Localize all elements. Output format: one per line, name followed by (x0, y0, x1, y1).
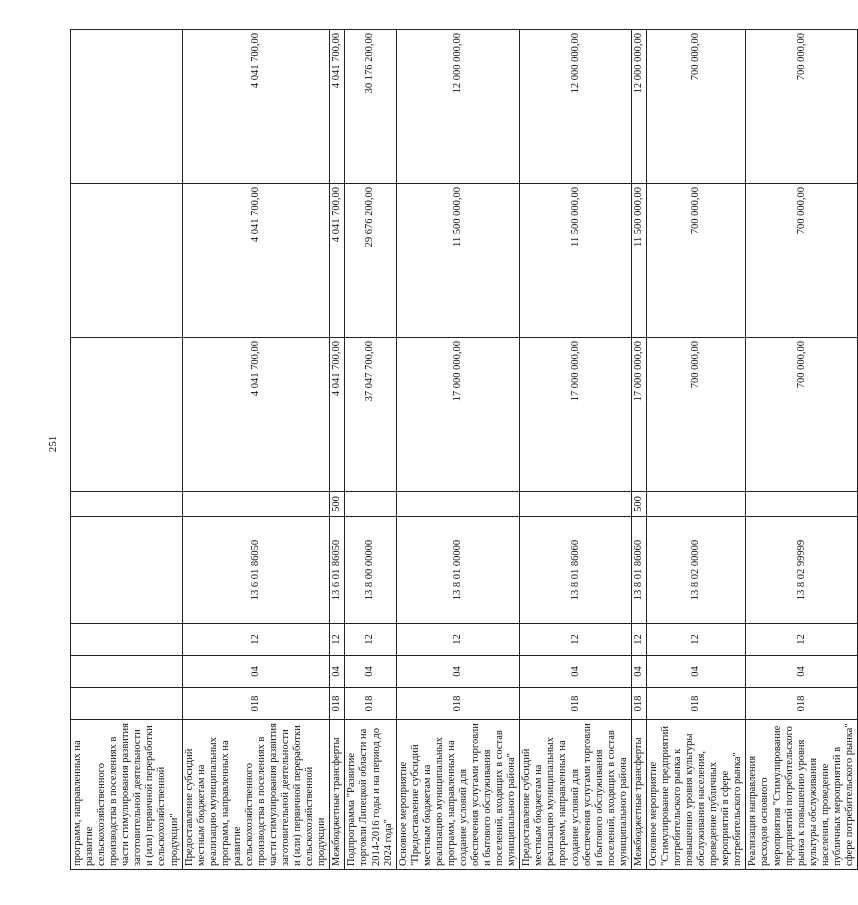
cell-value-2: 4 041 700,00 (330, 184, 345, 338)
cell-value-3: 12 000 000,00 (520, 30, 632, 184)
row-name: Реализация направления расходов основного мероприятия "Стимулирование предприятий потребительского рынка к повышению уровня культуры обслуживания населения, проведение публичных мероприятий в сфере потребительского рынка" (746, 720, 858, 870)
cell-ved (71, 688, 183, 720)
cell-ved: 018 (520, 688, 632, 720)
cell-ved: 018 (396, 688, 520, 720)
cell-csr: 13 6 01 86050 (330, 517, 345, 624)
cell-csr: 13 8 02 00000 (646, 517, 746, 624)
cell-rz: 04 (746, 656, 858, 688)
table-row (520, 30, 632, 870)
cell-ved: 018 (631, 688, 646, 720)
cell-rz: 04 (520, 656, 632, 688)
table-row (396, 30, 520, 870)
cell-rz: 04 (345, 656, 396, 688)
cell-vr: 500 (330, 492, 345, 517)
budget-table (70, 29, 858, 870)
cell-csr: 13 8 01 00000 (396, 517, 520, 624)
row-name: Предоставление субсидий местным бюджетам на реализацию муниципальных программ, направленных на развитие сельскохозяйственного производства в поселениях в части стимулирования развития заготовительной деятельности и (или) первичной переработки сельскохозяйственной продукции (182, 720, 330, 870)
cell-ved: 018 (345, 688, 396, 720)
cell-value-3: 4 041 700,00 (182, 30, 330, 184)
cell-vr (646, 492, 746, 517)
cell-rz: 04 (396, 656, 520, 688)
cell-pr: 12 (345, 624, 396, 656)
cell-value-3: 12 000 000,00 (631, 30, 646, 184)
cell-vr (520, 492, 632, 517)
cell-pr: 12 (631, 624, 646, 656)
cell-csr: 13 8 00 00000 (345, 517, 396, 624)
table-row (345, 30, 396, 870)
cell-value-3 (71, 30, 183, 184)
cell-ved: 018 (182, 688, 330, 720)
table-row (746, 30, 858, 870)
table-row (330, 30, 345, 870)
cell-ved: 018 (746, 688, 858, 720)
cell-rz: 04 (631, 656, 646, 688)
cell-value-2: 4 041 700,00 (182, 184, 330, 338)
table-row (646, 30, 746, 870)
row-name: Основное мероприятие "Стимулирование предприятий потребительского рынка к повышению уровня культуры обслуживания населения, проведение публичных мероприятий в сфере потребительского рынка" (646, 720, 746, 870)
cell-csr (71, 517, 183, 624)
table-row (71, 30, 183, 870)
cell-csr: 13 6 01 86050 (182, 517, 330, 624)
table-row (631, 30, 646, 870)
cell-value-2: 11 500 000,00 (631, 184, 646, 338)
cell-value-3: 700 000,00 (746, 30, 858, 184)
cell-pr: 12 (746, 624, 858, 656)
row-name: Межбюджетные трансферты (631, 720, 646, 870)
cell-value-1: 4 041 700,00 (330, 338, 345, 492)
cell-value-1: 17 000 000,00 (520, 338, 632, 492)
cell-value-2: 29 676 200,00 (345, 184, 396, 338)
cell-vr (182, 492, 330, 517)
cell-rz: 04 (182, 656, 330, 688)
cell-pr: 12 (330, 624, 345, 656)
cell-vr (746, 492, 858, 517)
cell-value-3: 30 176 200,00 (345, 30, 396, 184)
cell-vr (396, 492, 520, 517)
cell-vr (71, 492, 183, 517)
cell-value-3: 700 000,00 (646, 30, 746, 184)
cell-value-1 (71, 338, 183, 492)
cell-value-2 (71, 184, 183, 338)
row-name: Межбюджетные трансферты (330, 720, 345, 870)
cell-ved: 018 (330, 688, 345, 720)
cell-rz: 04 (646, 656, 746, 688)
cell-rz: 04 (330, 656, 345, 688)
cell-rz (71, 656, 183, 688)
row-name: программ, направленных на развитие сельскохозяйственного производства в поселениях в части стимулирования развития заготовительной деятельности и (или) первичной переработки сельскохозяйственной продукции" (71, 720, 183, 870)
budget-table-rotated (70, 30, 855, 870)
cell-value-1: 17 000 000,00 (631, 338, 646, 492)
cell-value-2: 700 000,00 (646, 184, 746, 338)
cell-value-1: 4 041 700,00 (182, 338, 330, 492)
cell-pr: 12 (182, 624, 330, 656)
cell-value-1: 37 047 700,00 (345, 338, 396, 492)
cell-pr (71, 624, 183, 656)
row-name: Подпрограмма "Развитие торговли Липецкой области на 2014-2016 годы и на период до 2024 года" (345, 720, 396, 870)
cell-csr: 13 8 01 86060 (520, 517, 632, 624)
cell-value-2: 11 500 000,00 (520, 184, 632, 338)
cell-value-2: 700 000,00 (746, 184, 858, 338)
cell-value-3: 12 000 000,00 (396, 30, 520, 184)
cell-csr: 13 8 01 86060 (631, 517, 646, 624)
cell-value-1: 17 000 000,00 (396, 338, 520, 492)
cell-vr (345, 492, 396, 517)
cell-vr: 500 (631, 492, 646, 517)
cell-value-3: 4 041 700,00 (330, 30, 345, 184)
cell-ved: 018 (646, 688, 746, 720)
cell-pr: 12 (396, 624, 520, 656)
cell-csr: 13 8 02 99999 (746, 517, 858, 624)
cell-pr: 12 (646, 624, 746, 656)
cell-value-2: 11 500 000,00 (396, 184, 520, 338)
row-name: Основное мероприятие "Предоставление субсидий местным бюджетам на реализацию муниципальных программ, направленных на создание условий для обеспечения услугами торговли и бытового обслуживания поселений, входящих в состав муниципального района" (396, 720, 520, 870)
cell-value-1: 700 000,00 (746, 338, 858, 492)
cell-pr: 12 (520, 624, 632, 656)
table-row (182, 30, 330, 870)
cell-value-1: 700 000,00 (646, 338, 746, 492)
row-name: Предоставление субсидий местным бюджетам на реализацию муниципальных программ, направленных на создание условий для обеспечения услугами торговли и бытового обслуживания поселений, входящих в состав муниципального района (520, 720, 632, 870)
page-number: 251 (47, 435, 59, 453)
